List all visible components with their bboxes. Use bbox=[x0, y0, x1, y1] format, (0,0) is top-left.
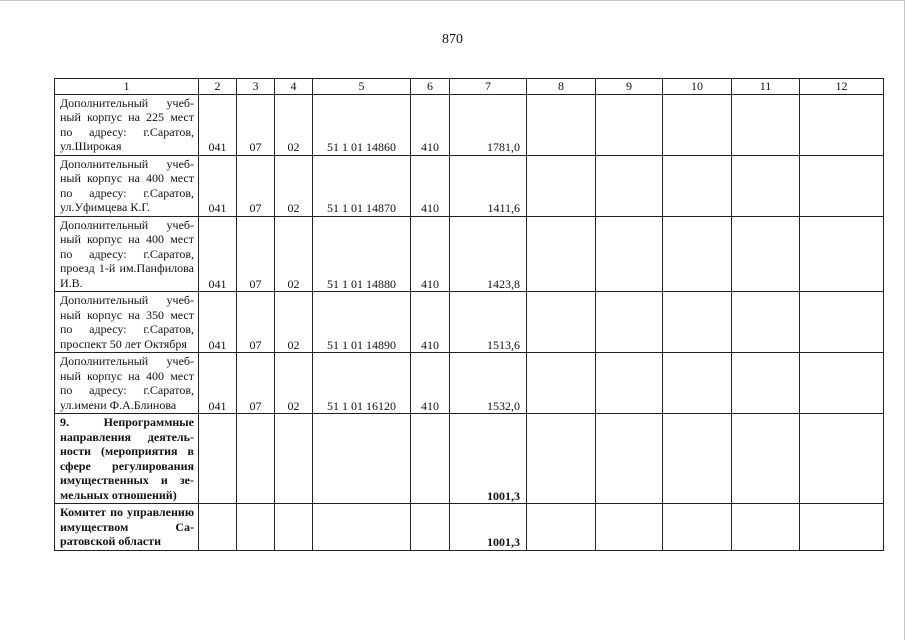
column-12-cell bbox=[800, 414, 884, 504]
item-name-cell: Дополнительный учебный корпус на 350 мест по адресу: г.Саратов, проспект 50 лет Октября bbox=[55, 292, 199, 353]
column-12-cell bbox=[800, 216, 884, 292]
ministry-code-cell: 041 bbox=[199, 292, 237, 353]
column-header: 2 bbox=[199, 79, 237, 95]
item-name-cell: Комитет по управлению имуществом Саратовской области bbox=[55, 504, 199, 551]
subsection-cell: 02 bbox=[275, 216, 313, 292]
expense-type-cell: 410 bbox=[411, 94, 450, 155]
page-number: 870 bbox=[442, 32, 463, 47]
amount-cell: 1513,6 bbox=[450, 292, 527, 353]
column-9-cell bbox=[596, 353, 663, 414]
column-11-cell bbox=[732, 292, 800, 353]
column-12-cell bbox=[800, 292, 884, 353]
column-9-cell bbox=[596, 155, 663, 216]
column-header: 12 bbox=[800, 79, 884, 95]
column-9-cell bbox=[596, 504, 663, 551]
column-header: 7 bbox=[450, 79, 527, 95]
subsection-cell: 02 bbox=[275, 353, 313, 414]
section-cell: 07 bbox=[237, 94, 275, 155]
column-11-cell bbox=[732, 155, 800, 216]
subsection-cell: 02 bbox=[275, 292, 313, 353]
column-12-cell bbox=[800, 94, 884, 155]
budget-table bbox=[54, 78, 884, 551]
column-8-cell bbox=[527, 414, 596, 504]
column-12-cell bbox=[800, 353, 884, 414]
amount-cell: 1532,0 bbox=[450, 353, 527, 414]
table-row bbox=[55, 155, 884, 216]
expense-type-cell bbox=[411, 504, 450, 551]
column-10-cell bbox=[663, 414, 732, 504]
item-name-cell: Дополнительный учебный корпус на 400 мест по адресу: г.Саратов, проезд 1-й им.Панфилова И.В. bbox=[55, 216, 199, 292]
column-9-cell bbox=[596, 94, 663, 155]
table-body bbox=[55, 79, 884, 551]
table-row bbox=[55, 216, 884, 292]
column-8-cell bbox=[527, 504, 596, 551]
ministry-code-cell bbox=[199, 414, 237, 504]
table-row bbox=[55, 504, 884, 551]
column-10-cell bbox=[663, 94, 732, 155]
target-article-cell bbox=[313, 414, 411, 504]
amount-cell: 1001,3 bbox=[450, 414, 527, 504]
column-11-cell bbox=[732, 504, 800, 551]
target-article-cell: 51 1 01 14880 bbox=[313, 216, 411, 292]
subsection-cell: 02 bbox=[275, 155, 313, 216]
expense-type-cell: 410 bbox=[411, 216, 450, 292]
ministry-code-cell: 041 bbox=[199, 155, 237, 216]
column-header: 9 bbox=[596, 79, 663, 95]
table-row bbox=[55, 292, 884, 353]
target-article-cell bbox=[313, 504, 411, 551]
item-name-cell: Дополнительный учебный корпус на 400 мест по адресу: г.Саратов, ул.имени Ф.А.Блинова bbox=[55, 353, 199, 414]
section-cell bbox=[237, 414, 275, 504]
subsection-cell bbox=[275, 504, 313, 551]
column-12-cell bbox=[800, 155, 884, 216]
section-cell: 07 bbox=[237, 155, 275, 216]
expense-type-cell: 410 bbox=[411, 292, 450, 353]
section-cell: 07 bbox=[237, 292, 275, 353]
column-10-cell bbox=[663, 353, 732, 414]
column-header: 6 bbox=[411, 79, 450, 95]
column-header: 10 bbox=[663, 79, 732, 95]
column-header: 11 bbox=[732, 79, 800, 95]
expense-type-cell bbox=[411, 414, 450, 504]
table-row bbox=[55, 414, 884, 504]
column-11-cell bbox=[732, 353, 800, 414]
item-name-cell: Дополнительный учебный корпус на 400 мест по адресу: г.Саратов, ул.Уфимцева К.Г. bbox=[55, 155, 199, 216]
column-10-cell bbox=[663, 155, 732, 216]
column-header: 1 bbox=[55, 79, 199, 95]
column-8-cell bbox=[527, 216, 596, 292]
column-8-cell bbox=[527, 94, 596, 155]
target-article-cell: 51 1 01 16120 bbox=[313, 353, 411, 414]
amount-cell: 1781,0 bbox=[450, 94, 527, 155]
column-10-cell bbox=[663, 292, 732, 353]
column-9-cell bbox=[596, 414, 663, 504]
column-10-cell bbox=[663, 504, 732, 551]
item-name-cell: Дополнительный учебный корпус на 225 мест по адресу: г.Саратов, ул.Широкая bbox=[55, 94, 199, 155]
column-9-cell bbox=[596, 216, 663, 292]
ministry-code-cell: 041 bbox=[199, 353, 237, 414]
column-header: 5 bbox=[313, 79, 411, 95]
ministry-code-cell: 041 bbox=[199, 94, 237, 155]
column-11-cell bbox=[732, 94, 800, 155]
column-12-cell bbox=[800, 504, 884, 551]
column-11-cell bbox=[732, 216, 800, 292]
column-9-cell bbox=[596, 292, 663, 353]
column-header: 3 bbox=[237, 79, 275, 95]
target-article-cell: 51 1 01 14870 bbox=[313, 155, 411, 216]
table-header-row bbox=[55, 79, 884, 95]
section-cell bbox=[237, 504, 275, 551]
ministry-code-cell bbox=[199, 504, 237, 551]
column-8-cell bbox=[527, 292, 596, 353]
column-8-cell bbox=[527, 155, 596, 216]
subsection-cell: 02 bbox=[275, 94, 313, 155]
amount-cell: 1411,6 bbox=[450, 155, 527, 216]
column-header: 8 bbox=[527, 79, 596, 95]
table-row bbox=[55, 353, 884, 414]
item-name-cell: 9. Непрограммные направления деятельности (мероприятия в сфере регулирования имущественных и земельных отношений) bbox=[55, 414, 199, 504]
amount-cell: 1423,8 bbox=[450, 216, 527, 292]
section-cell: 07 bbox=[237, 216, 275, 292]
target-article-cell: 51 1 01 14890 bbox=[313, 292, 411, 353]
target-article-cell: 51 1 01 14860 bbox=[313, 94, 411, 155]
column-11-cell bbox=[732, 414, 800, 504]
amount-cell: 1001,3 bbox=[450, 504, 527, 551]
column-10-cell bbox=[663, 216, 732, 292]
column-header: 4 bbox=[275, 79, 313, 95]
expense-type-cell: 410 bbox=[411, 353, 450, 414]
expense-type-cell: 410 bbox=[411, 155, 450, 216]
subsection-cell bbox=[275, 414, 313, 504]
section-cell: 07 bbox=[237, 353, 275, 414]
column-8-cell bbox=[527, 353, 596, 414]
table-row bbox=[55, 94, 884, 155]
ministry-code-cell: 041 bbox=[199, 216, 237, 292]
